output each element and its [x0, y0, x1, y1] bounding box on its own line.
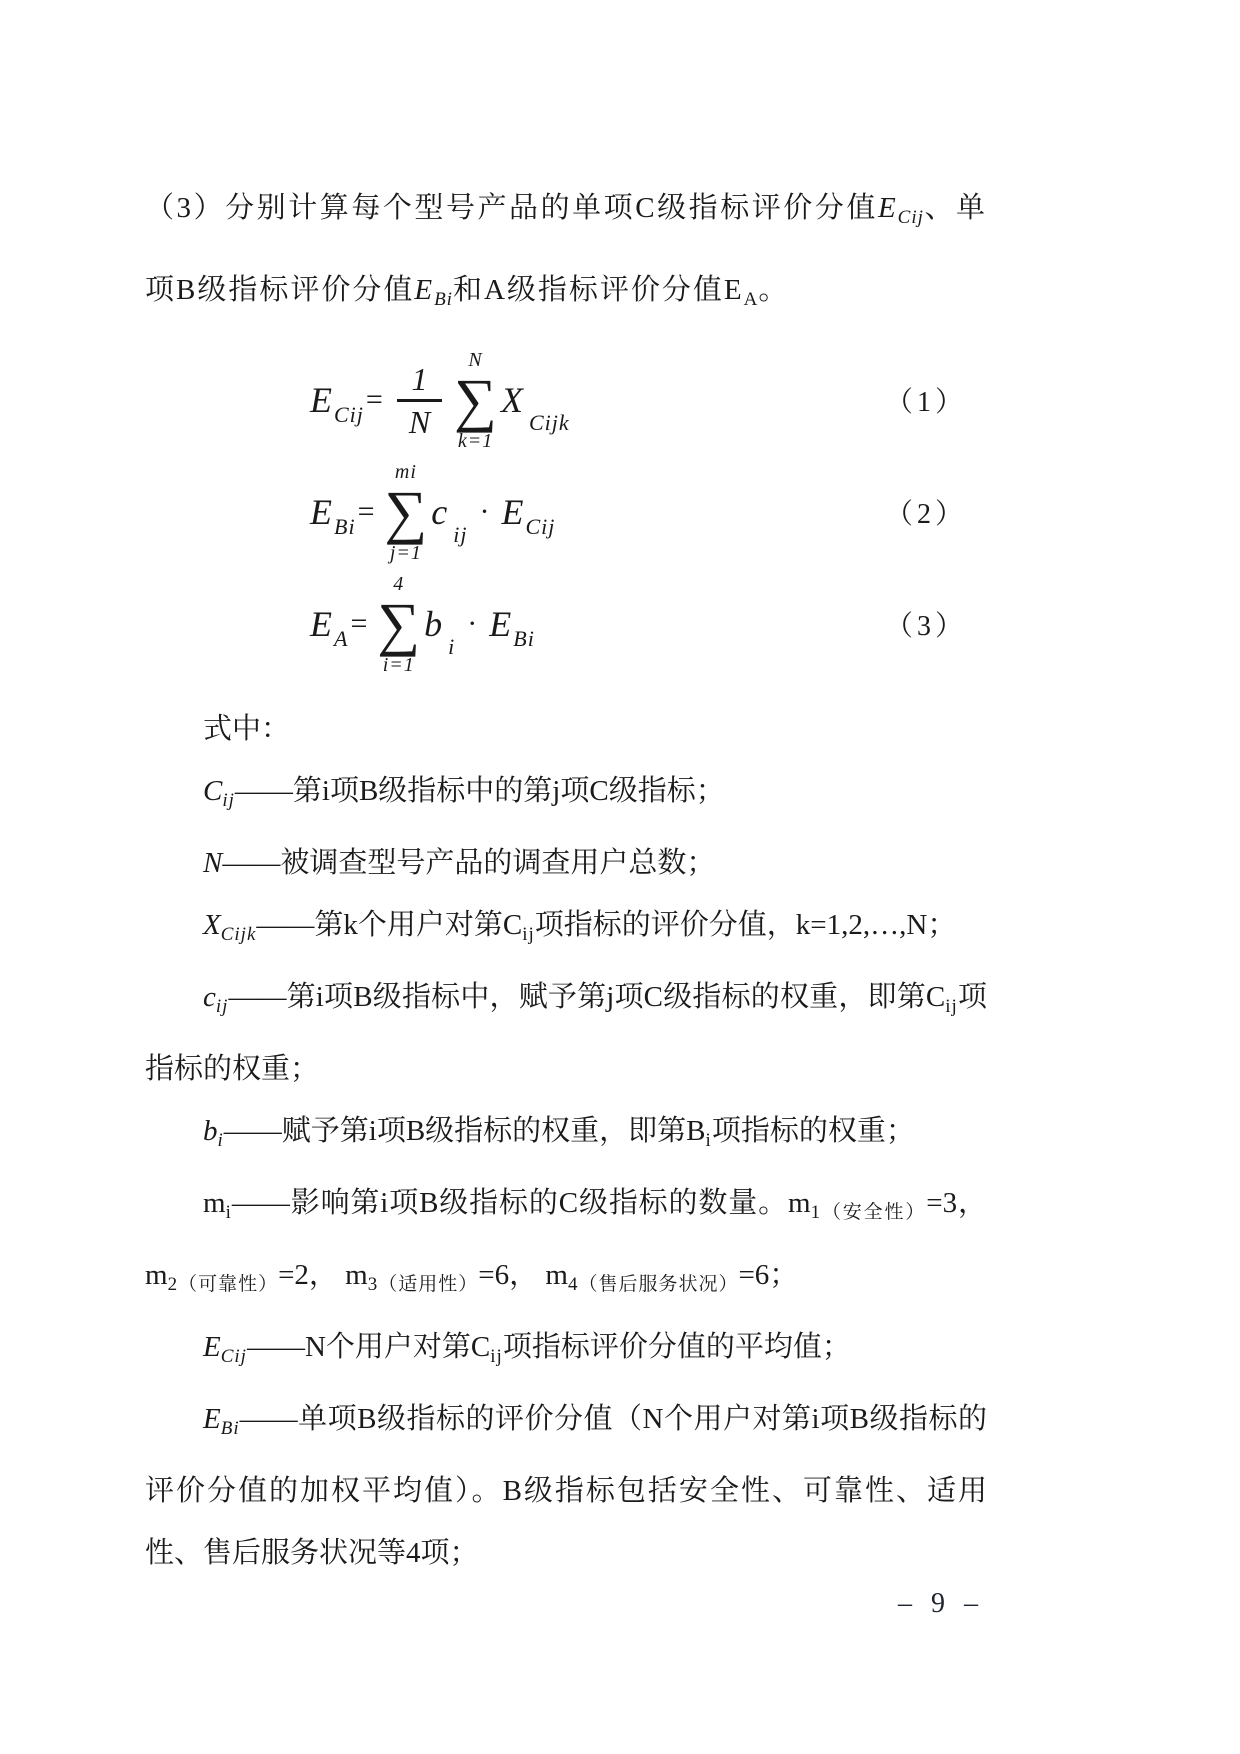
text-run: Cijk	[220, 924, 257, 945]
variable-base: E	[501, 492, 524, 532]
definition-n	[145, 832, 987, 894]
definition-ebi	[145, 1388, 987, 1584]
sigma-symbol: ∑	[377, 590, 421, 657]
variable-subscript: i	[448, 634, 456, 659]
text-run: m	[203, 1187, 226, 1219]
text-run: E	[414, 274, 435, 306]
text-run: =3，m	[145, 1187, 987, 1291]
text-run: =2， m	[278, 1259, 368, 1291]
definition-cij	[145, 760, 987, 832]
text-run: i	[705, 1130, 712, 1151]
definition-ecij	[145, 1316, 987, 1388]
text-run: i	[217, 1130, 224, 1151]
text-run: 2（可靠性）	[167, 1274, 279, 1295]
text-run: C	[203, 775, 223, 807]
definition-xcijk	[145, 894, 987, 966]
text-run: ——影响第i项B级指标的C级指标的数量。m	[231, 1187, 811, 1219]
text-run: A	[743, 289, 759, 310]
equals-sign: =	[350, 607, 368, 640]
text-run: ——被调查型号产品的调查用户总数；	[222, 847, 716, 879]
text-run: b	[203, 1115, 218, 1147]
text-run: 项指标的权重；	[711, 1115, 915, 1147]
formula-3-lhs	[310, 603, 349, 651]
variable-subscript: Bi	[513, 626, 535, 651]
formula-2	[145, 456, 987, 568]
formula-3	[145, 568, 987, 680]
intro-paragraph	[145, 172, 987, 336]
text-run: 。	[758, 274, 790, 306]
formula-3-term-2	[489, 603, 535, 651]
summation-lower-limit: k=1	[457, 429, 494, 452]
text-run: ——单项B级指标的评价分值（N个用户对第i项B级指标的评价分值的加权平均值）。B级指标包括安全性、可靠性、适用性、售后服务状况等4项；	[145, 1403, 987, 1569]
multiplication-dot: ·	[467, 607, 478, 640]
summation-upper-limit: mi	[394, 460, 417, 483]
text-run: 1（安全性）	[810, 1202, 927, 1223]
formula-3-term-1	[424, 603, 456, 659]
formula-2-expression	[310, 460, 555, 565]
definition-bi	[145, 1100, 987, 1172]
fraction	[397, 359, 442, 442]
variable-subscript: Bi	[334, 514, 356, 539]
definitions-list	[145, 760, 987, 1584]
equals-sign: =	[357, 495, 375, 528]
text-run: N	[203, 847, 223, 879]
text-run: E	[203, 1331, 221, 1363]
text-run: c	[203, 981, 216, 1013]
formula-2-lhs	[310, 491, 356, 539]
text-run: ——第i项B级指标中的第j项C级指标；	[234, 775, 725, 807]
page-content	[145, 0, 987, 1584]
summation-operator	[454, 348, 497, 453]
text-run: 3（适用性）	[367, 1274, 479, 1295]
text-run: ij	[522, 924, 535, 945]
multiplication-dot: ·	[479, 495, 490, 528]
formula-2-term-2	[501, 491, 556, 539]
text-run: i	[225, 1202, 232, 1223]
summation-operator	[384, 460, 427, 565]
fraction-numerator: 1	[411, 360, 428, 397]
formula-1-expression	[310, 348, 570, 453]
text-run: ij	[215, 996, 229, 1017]
summation-upper-limit: 4	[393, 572, 405, 595]
sigma-symbol: ∑	[454, 366, 497, 433]
variable-base: E	[310, 492, 332, 532]
variable-subscript: A	[334, 626, 349, 651]
text-run: ——第k个用户对第C	[256, 909, 523, 941]
equation-number-3: （3）	[884, 611, 967, 642]
text-run: E	[203, 1403, 221, 1435]
summation-lower-limit: j=1	[389, 541, 422, 564]
sigma-symbol: ∑	[384, 478, 428, 545]
variable-base: c	[431, 492, 448, 532]
formula-3-expression	[310, 572, 535, 677]
formula-1	[145, 344, 987, 456]
summation-lower-limit: i=1	[382, 653, 415, 676]
variable-base: X	[500, 380, 523, 420]
text-run: Cij	[220, 1346, 247, 1367]
text-run: 项指标的权重；	[145, 981, 987, 1085]
variable-subscript: Cij	[525, 514, 556, 539]
formula-1-term	[500, 379, 570, 435]
equation-number-2: （2）	[884, 499, 967, 530]
text-run: ij	[945, 996, 958, 1017]
text-run: 4（售后服务状况）	[567, 1274, 739, 1295]
variable-subscript: Cijk	[528, 410, 570, 435]
text-run: ij	[490, 1346, 503, 1367]
page-number: – 9 –	[898, 1588, 984, 1619]
text-run: （3）分别计算每个型号产品的单项C级指标评价分值	[145, 192, 878, 224]
text-run: 项指标评价分值的平均值；	[502, 1331, 851, 1363]
variable-subscript: ij	[453, 522, 468, 547]
where-label: 式中：	[203, 713, 291, 745]
variable-base: E	[310, 380, 332, 420]
text-run: 、单项B级指标评价分值	[145, 192, 987, 306]
text-run: 和A级指标评价分值E	[452, 274, 744, 306]
text-run: Cij	[897, 207, 924, 228]
equals-sign: =	[365, 383, 383, 416]
formula-1-lhs	[310, 379, 364, 427]
text-run: 项指标的评价分值，k=1,2,…,N；	[534, 909, 957, 941]
text-run: ij	[222, 790, 235, 811]
text-run: E	[877, 192, 898, 224]
variable-base: b	[424, 604, 443, 644]
text-run: =6；	[738, 1259, 799, 1291]
text-run: Bi	[434, 289, 453, 310]
variable-subscript: Cij	[334, 402, 364, 427]
definition-cij-weight	[145, 966, 987, 1100]
formula-block	[145, 344, 987, 680]
text-run: Bi	[220, 1418, 240, 1439]
fraction-denominator: N	[397, 399, 442, 442]
text-run: ——第i项B级指标中，赋予第j项C级指标的权重，即第C	[228, 981, 946, 1013]
definition-mi	[145, 1172, 987, 1316]
formula-2-term-1	[431, 491, 468, 547]
summation-upper-limit: N	[468, 348, 483, 371]
text-run: ——N个用户对第C	[246, 1331, 491, 1363]
text-run: ——赋予第i项B级指标的权重，即第B	[223, 1115, 706, 1147]
text-run: =6， m	[478, 1259, 568, 1291]
variable-base: E	[489, 604, 512, 644]
variable-base: E	[310, 604, 332, 644]
equation-number-1: （1）	[884, 387, 967, 418]
summation-operator	[377, 572, 420, 677]
text-run: X	[203, 909, 221, 941]
